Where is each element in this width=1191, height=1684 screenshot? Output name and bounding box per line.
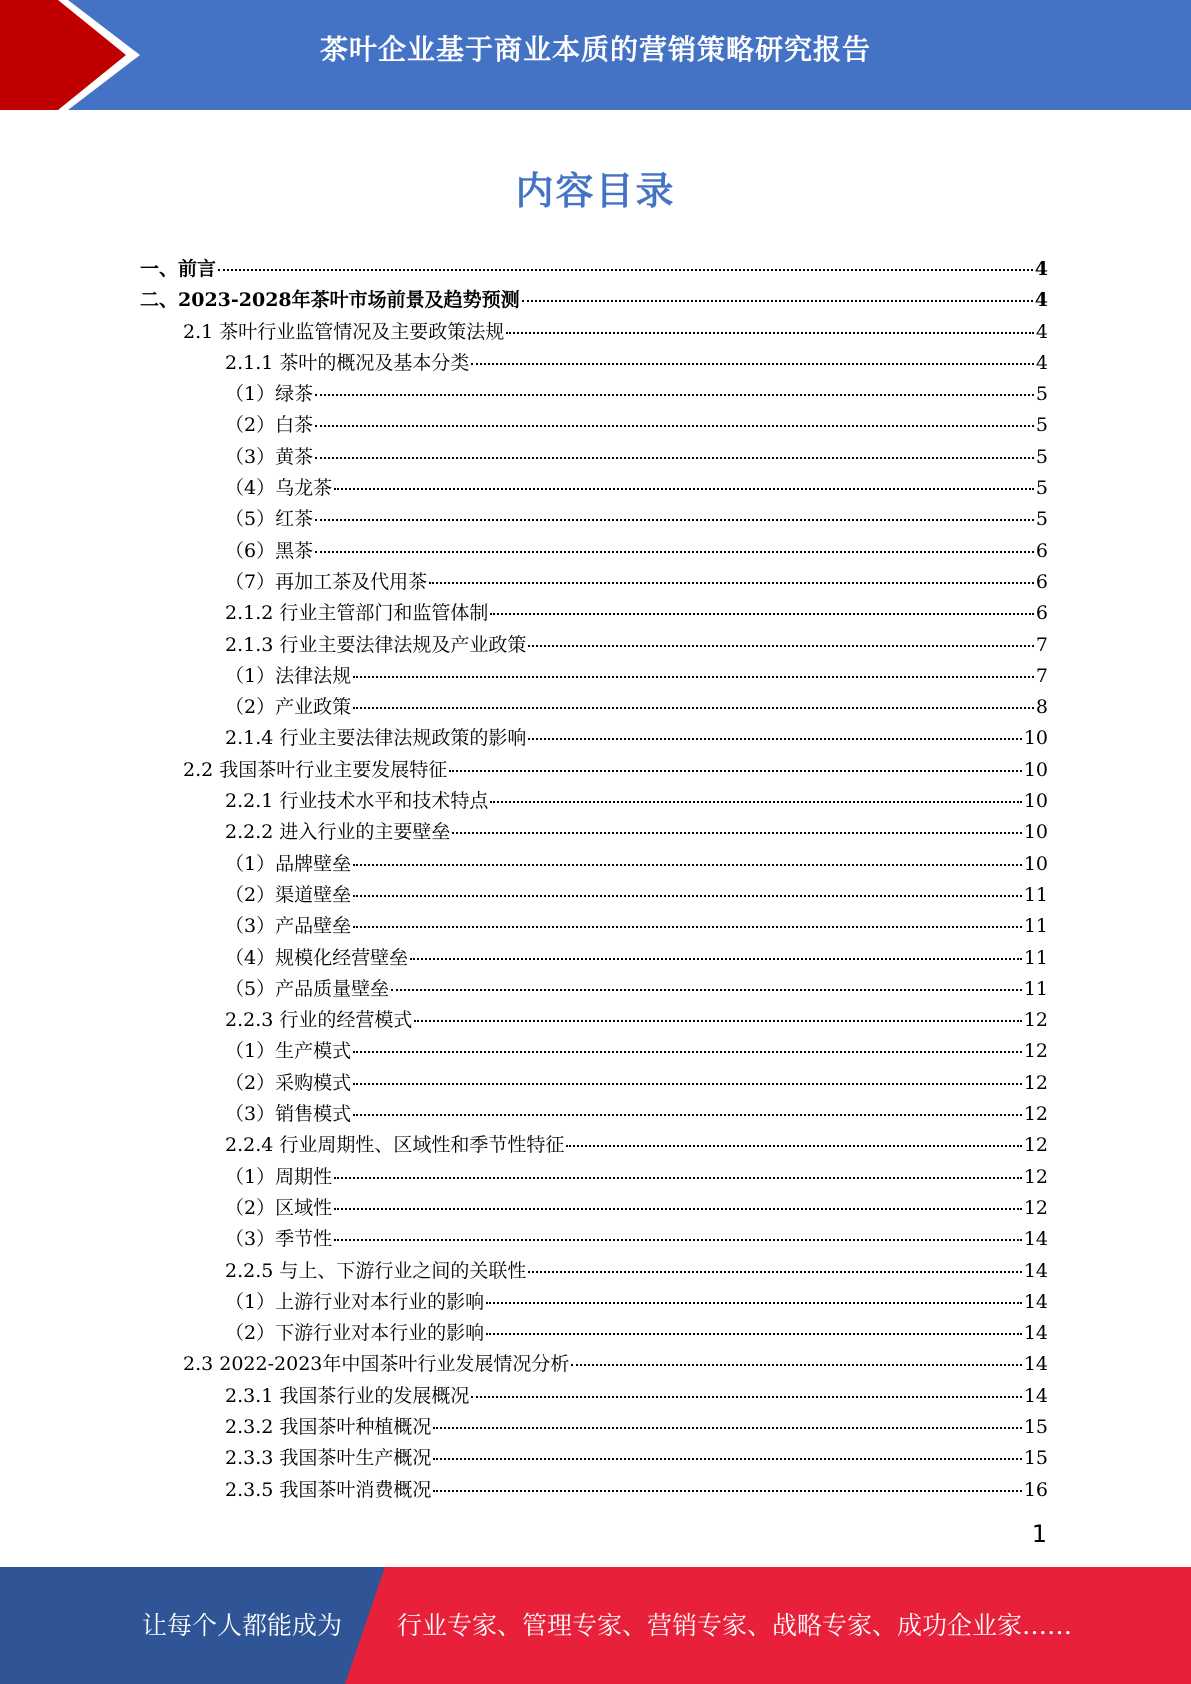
toc-dot-leader [315, 394, 1034, 396]
toc-entry[interactable] [140, 1224, 1048, 1255]
report-title: 茶叶企业基于商业本质的营销策略研究报告 [319, 33, 871, 66]
toc-entry-label: （2）白茶 [225, 414, 314, 437]
toc-entry-label: （2）渠道壁垒 [225, 883, 352, 906]
toc-dot-leader [353, 1083, 1022, 1085]
toc-entry-label: 二、2023-2028年茶叶市场前景及趋势预测 [140, 289, 520, 312]
toc-entry-page: 5 [1035, 414, 1048, 437]
toc-dot-leader [353, 895, 1022, 897]
table-of-contents [140, 254, 1048, 1506]
toc-entry-page: 15 [1023, 1447, 1048, 1470]
toc-entry-label: 2.1 茶叶行业监管情况及主要政策法规 [183, 320, 505, 343]
toc-dot-leader [471, 363, 1034, 365]
toc-entry-label: （1）周期性 [225, 1165, 333, 1188]
toc-dot-leader [315, 457, 1034, 459]
toc-dot-leader [486, 1333, 1022, 1335]
toc-entry[interactable] [140, 379, 1048, 410]
toc-entry[interactable] [140, 755, 1048, 786]
toc-dot-leader [566, 1145, 1021, 1147]
toc-entry-label: （7）再加工茶及代用茶 [225, 570, 428, 593]
toc-dot-leader [528, 645, 1034, 647]
toc-entry-label: （2）采购模式 [225, 1071, 352, 1094]
toc-dot-leader [315, 519, 1034, 521]
toc-entry-label: （3）黄茶 [225, 445, 314, 468]
toc-entry-page: 4 [1034, 289, 1048, 312]
toc-entry-page: 10 [1023, 727, 1048, 750]
toc-entry[interactable] [140, 348, 1048, 379]
footer-slogan-right: 行业专家、管理专家、营销专家、战略专家、成功企业家…… [397, 1611, 1073, 1640]
toc-entry[interactable] [140, 817, 1048, 848]
toc-entry[interactable] [140, 1475, 1048, 1506]
toc-entry-label: （1）上游行业对本行业的影响 [225, 1290, 485, 1313]
toc-entry-page: 12 [1023, 1103, 1048, 1126]
toc-entry-page: 5 [1035, 508, 1048, 531]
toc-dot-leader [334, 1208, 1022, 1210]
toc-entry-page: 16 [1023, 1478, 1048, 1501]
toc-entry-label: （6）黑茶 [225, 539, 314, 562]
toc-entry-label: （2）下游行业对本行业的影响 [225, 1322, 485, 1345]
toc-entry-page: 4 [1035, 320, 1048, 343]
toc-entry-label: 2.2.2 进入行业的主要壁垒 [225, 821, 451, 844]
toc-entry-label: 2.2.4 行业周期性、区域性和季节性特征 [225, 1134, 565, 1157]
toc-entry[interactable] [140, 536, 1048, 567]
toc-dot-leader [486, 1302, 1022, 1304]
toc-entry-page: 14 [1023, 1322, 1048, 1345]
toc-entry[interactable] [140, 598, 1048, 629]
header-banner [0, 0, 1191, 110]
toc-entry-label: （1）法律法规 [225, 664, 352, 687]
toc-entry-page: 12 [1023, 1040, 1048, 1063]
toc-entry-label: （2）区域性 [225, 1196, 333, 1219]
toc-entry[interactable] [140, 1349, 1048, 1380]
toc-entry[interactable] [140, 1318, 1048, 1349]
toc-entry-label: 2.1.1 茶叶的概况及基本分类 [225, 351, 470, 374]
toc-entry-label: 2.2.1 行业技术水平和技术特点 [225, 790, 489, 813]
toc-entry-label: （5）红茶 [225, 508, 314, 531]
toc-entry-page: 5 [1035, 445, 1048, 468]
toc-entry[interactable] [140, 880, 1048, 911]
toc-entry[interactable] [140, 1068, 1048, 1099]
toc-dot-leader [490, 613, 1034, 615]
toc-entry-page: 6 [1035, 602, 1048, 625]
toc-entry-page: 5 [1035, 477, 1048, 500]
toc-entry[interactable] [140, 661, 1048, 692]
toc-entry-label: 2.1.4 行业主要法律法规政策的影响 [225, 727, 527, 750]
toc-entry[interactable] [140, 1412, 1048, 1443]
toc-entry-label: （1）生产模式 [225, 1040, 352, 1063]
toc-entry-page: 7 [1035, 633, 1048, 656]
toc-entry[interactable] [140, 849, 1048, 880]
toc-entry-page: 12 [1023, 1196, 1048, 1219]
toc-entry[interactable] [140, 692, 1048, 723]
toc-entry-page: 14 [1023, 1384, 1048, 1407]
toc-dot-leader [429, 582, 1034, 584]
toc-entry-page: 5 [1035, 383, 1048, 406]
toc-entry-label: 2.1.3 行业主要法律法规及产业政策 [225, 633, 527, 656]
toc-dot-leader [528, 1271, 1021, 1273]
toc-entry-label: （3）季节性 [225, 1228, 333, 1251]
toc-entry-label: 一、前言 [140, 258, 217, 280]
toc-entry[interactable] [140, 1381, 1048, 1412]
toc-entry[interactable] [140, 473, 1048, 504]
toc-dot-leader [334, 488, 1034, 490]
toc-dot-leader [522, 300, 1033, 302]
toc-dot-leader [449, 770, 1022, 772]
toc-entry[interactable] [140, 943, 1048, 974]
toc-dot-leader [506, 332, 1034, 334]
toc-dot-leader [218, 269, 1033, 271]
toc-entry-page: 7 [1035, 664, 1048, 687]
toc-entry[interactable] [140, 1287, 1048, 1318]
toc-entry-label: 2.3.3 我国茶叶生产概况 [225, 1447, 432, 1470]
toc-entry-label: （5）产品质量壁垒 [225, 977, 390, 1000]
toc-entry-label: （4）乌龙茶 [225, 477, 333, 500]
toc-entry-page: 8 [1035, 696, 1048, 719]
toc-dot-leader [433, 1458, 1021, 1460]
toc-entry-page: 11 [1023, 915, 1048, 938]
toc-entry-label: （1）绿茶 [225, 383, 314, 406]
toc-entry[interactable] [140, 1193, 1048, 1224]
toc-dot-leader [315, 425, 1034, 427]
toc-dot-leader [353, 676, 1034, 678]
toc-entry[interactable] [140, 1256, 1048, 1287]
toc-entry[interactable] [140, 786, 1048, 817]
toc-entry-label: 2.3.1 我国茶行业的发展概况 [225, 1384, 470, 1407]
toc-entry-label: （4）规模化经营壁垒 [225, 946, 409, 969]
toc-entry-page: 11 [1023, 883, 1048, 906]
toc-heading: 内容目录 [515, 169, 676, 213]
toc-entry-page: 12 [1023, 1071, 1048, 1094]
toc-entry[interactable] [140, 285, 1048, 316]
toc-entry[interactable] [140, 1005, 1048, 1036]
toc-dot-leader [414, 1020, 1021, 1022]
toc-entry-page: 10 [1023, 821, 1048, 844]
toc-entry-page: 6 [1035, 539, 1048, 562]
toc-entry[interactable] [140, 1162, 1048, 1193]
toc-entry-page: 11 [1023, 977, 1048, 1000]
toc-entry[interactable] [140, 504, 1048, 535]
toc-entry[interactable] [140, 1036, 1048, 1067]
toc-entry[interactable] [140, 442, 1048, 473]
toc-dot-leader [433, 1427, 1021, 1429]
toc-entry-label: 2.3.5 我国茶叶消费概况 [225, 1478, 432, 1501]
toc-entry-label: 2.2 我国茶叶行业主要发展特征 [183, 758, 448, 781]
toc-dot-leader [334, 1239, 1022, 1241]
toc-entry-page: 14 [1023, 1259, 1048, 1282]
toc-dot-leader [353, 864, 1022, 866]
page-number: 1 [1031, 1520, 1047, 1548]
toc-entry-page: 10 [1023, 758, 1048, 781]
toc-entry-label: 2.2.5 与上、下游行业之间的关联性 [225, 1259, 527, 1282]
toc-dot-leader [452, 832, 1021, 834]
toc-entry-page: 15 [1023, 1415, 1048, 1438]
toc-dot-leader [315, 551, 1034, 553]
toc-entry-page: 10 [1023, 852, 1048, 875]
toc-entry-page: 11 [1023, 946, 1048, 969]
toc-dot-leader [410, 958, 1022, 960]
toc-dot-leader [528, 738, 1021, 740]
toc-entry-page: 10 [1023, 790, 1048, 813]
toc-entry[interactable] [140, 1130, 1048, 1161]
toc-entry-page: 4 [1034, 258, 1048, 280]
toc-entry[interactable] [140, 1099, 1048, 1130]
toc-entry-page: 14 [1023, 1228, 1048, 1251]
toc-entry-label: 2.1.2 行业主管部门和监管体制 [225, 602, 489, 625]
toc-entry-label: （1）品牌壁垒 [225, 852, 352, 875]
toc-entry-label: 2.3.2 我国茶叶种植概况 [225, 1415, 432, 1438]
toc-dot-leader [334, 1177, 1022, 1179]
toc-entry[interactable] [140, 723, 1048, 754]
toc-dot-leader [433, 1490, 1021, 1492]
toc-entry-label: （3）销售模式 [225, 1103, 352, 1126]
toc-dot-leader [571, 1364, 1021, 1366]
toc-entry-label: （2）产业政策 [225, 696, 352, 719]
toc-entry-label: （3）产品壁垒 [225, 915, 352, 938]
toc-entry[interactable] [140, 567, 1048, 598]
toc-dot-leader [353, 926, 1022, 928]
toc-dot-leader [353, 1051, 1022, 1053]
toc-entry[interactable] [140, 974, 1048, 1005]
footer-slogan-left: 让每个人都能成为 [142, 1611, 343, 1640]
toc-entry[interactable] [140, 317, 1048, 348]
toc-entry-label: 2.2.3 行业的经营模式 [225, 1009, 413, 1032]
toc-entry[interactable] [140, 254, 1048, 285]
toc-dot-leader [353, 1114, 1022, 1116]
toc-entry[interactable] [140, 630, 1048, 661]
toc-entry-page: 14 [1023, 1353, 1048, 1376]
toc-entry-page: 12 [1023, 1134, 1048, 1157]
toc-entry-page: 4 [1035, 351, 1048, 374]
toc-entry-page: 14 [1023, 1290, 1048, 1313]
toc-entry[interactable] [140, 410, 1048, 441]
toc-entry-page: 6 [1035, 570, 1048, 593]
toc-dot-leader [353, 707, 1034, 709]
toc-dot-leader [490, 801, 1021, 803]
toc-entry-page: 12 [1023, 1165, 1048, 1188]
toc-entry-label: 2.3 2022-2023年中国茶叶行业发展情况分析 [183, 1353, 570, 1376]
toc-dot-leader [471, 1396, 1021, 1398]
toc-dot-leader [391, 989, 1022, 991]
footer-banner [0, 1567, 1191, 1684]
toc-entry[interactable] [140, 911, 1048, 942]
toc-entry-page: 12 [1023, 1009, 1048, 1032]
toc-entry[interactable] [140, 1443, 1048, 1474]
